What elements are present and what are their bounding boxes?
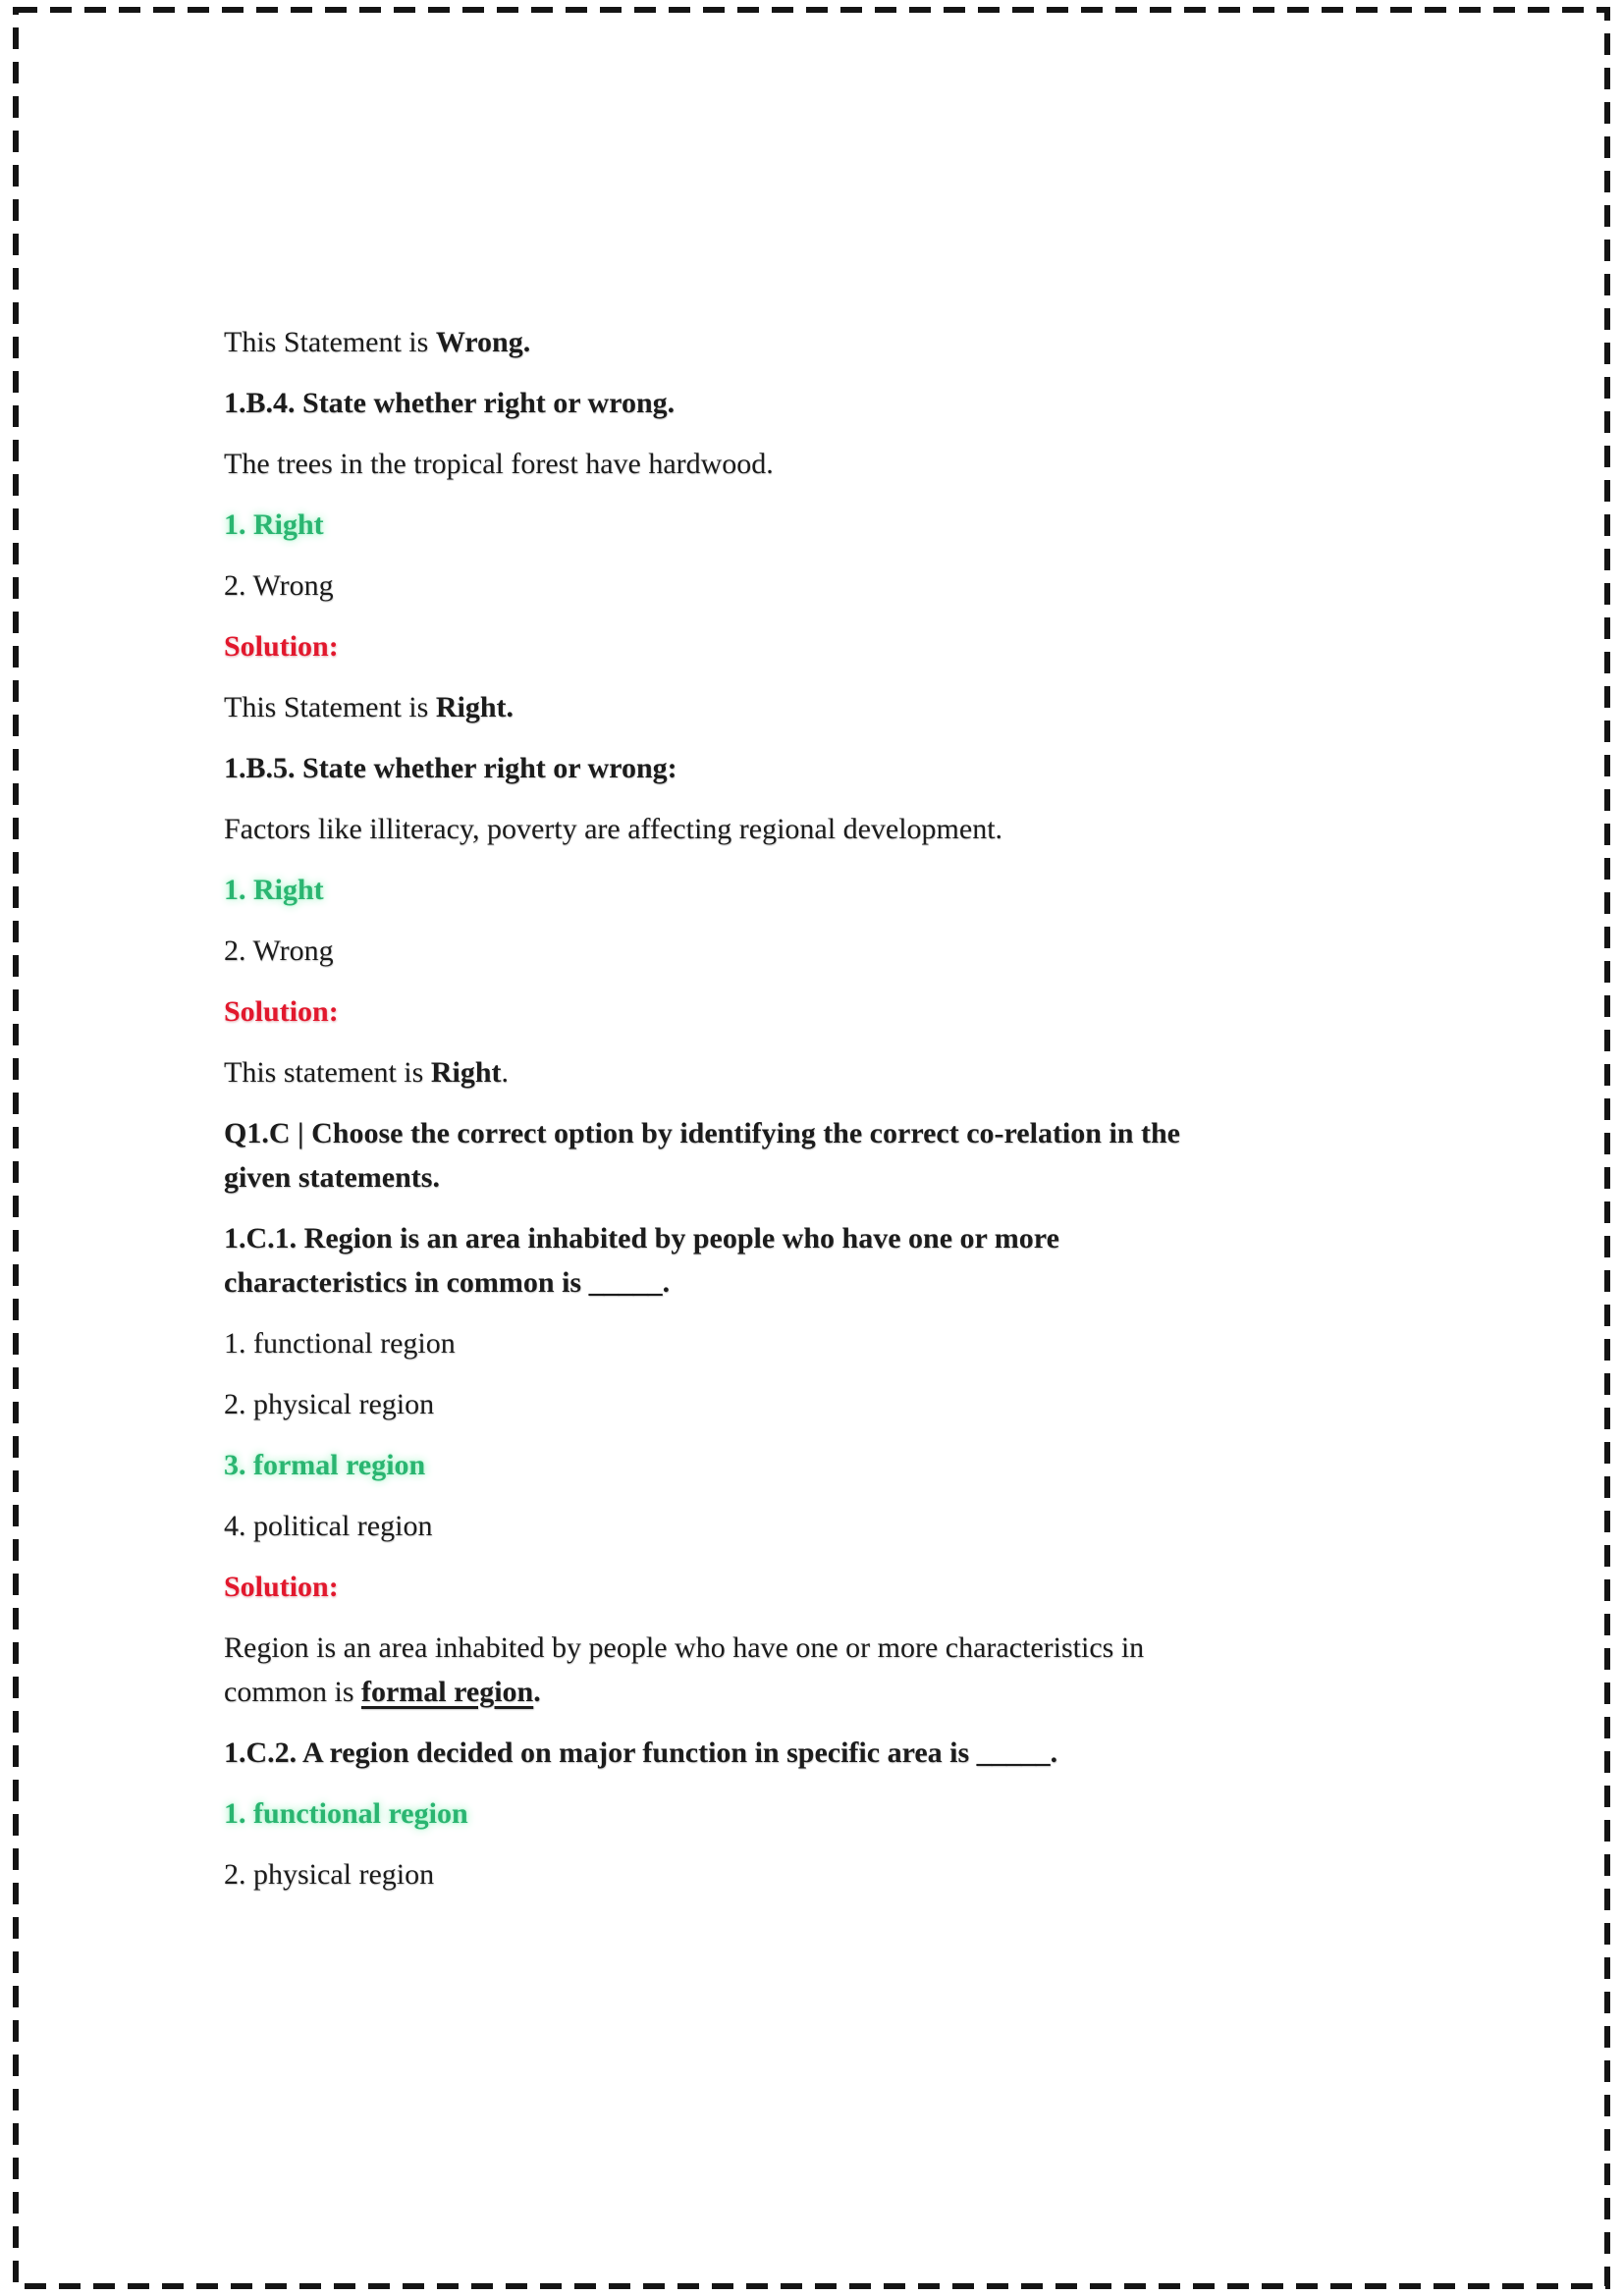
text-segment: Solution: bbox=[224, 995, 339, 1028]
text-segment: This Statement is bbox=[224, 326, 436, 358]
text-segment: common is bbox=[224, 1676, 361, 1708]
text-segment: 1.C.2. A region decided on major function in specific area is _____. bbox=[224, 1736, 1058, 1769]
question-heading-1c1 bbox=[224, 1216, 1441, 1305]
solution-label bbox=[224, 1565, 1441, 1609]
text-segment: This Statement is bbox=[224, 691, 436, 723]
question-statement bbox=[224, 442, 1441, 486]
solution-text bbox=[224, 1626, 1441, 1714]
section-heading-q1c bbox=[224, 1111, 1441, 1200]
text-segment: 2. Wrong bbox=[224, 569, 334, 602]
option bbox=[224, 1852, 1441, 1896]
text-segment: . bbox=[533, 1676, 541, 1708]
text-segment: 1. Right bbox=[224, 508, 324, 541]
document-content bbox=[224, 320, 1441, 1913]
text-segment: Factors like illiteracy, poverty are affecting regional development. bbox=[224, 813, 1003, 845]
text-segment: characteristics in common is _____. bbox=[224, 1266, 671, 1299]
text-segment: 1.C.1. Region is an area inhabited by people who have one or more bbox=[224, 1222, 1059, 1255]
option bbox=[224, 929, 1441, 973]
option bbox=[224, 563, 1441, 608]
text-segment: 1.B.4. State whether right or wrong. bbox=[224, 387, 676, 419]
text-segment: . bbox=[501, 1056, 509, 1089]
text-segment: Q1.C | Choose the correct option by identifying the correct co-relation in the bbox=[224, 1117, 1180, 1149]
text-segment: 1.B.5. State whether right or wrong: bbox=[224, 752, 677, 784]
option bbox=[224, 1321, 1441, 1365]
solution-label bbox=[224, 624, 1441, 668]
text-segment: 1. functional region bbox=[224, 1797, 468, 1830]
text-segment: 4. political region bbox=[224, 1510, 433, 1542]
text-segment: 2. physical region bbox=[224, 1388, 435, 1420]
text-segment: Wrong. bbox=[435, 326, 531, 358]
text-segment: 1. Right bbox=[224, 874, 324, 906]
text-segment: given statements. bbox=[224, 1161, 440, 1194]
option-correct bbox=[224, 1443, 1441, 1487]
question-heading-1b5 bbox=[224, 746, 1441, 790]
solution-label bbox=[224, 989, 1441, 1034]
statement-answer bbox=[224, 1050, 1441, 1095]
text-segment: Solution: bbox=[224, 630, 339, 663]
text-segment: Right. bbox=[435, 691, 514, 723]
text-segment: Right bbox=[430, 1056, 502, 1089]
option-correct bbox=[224, 503, 1441, 547]
option bbox=[224, 1504, 1441, 1548]
text-segment: 2. Wrong bbox=[224, 934, 334, 967]
statement-answer bbox=[224, 320, 1441, 364]
question-heading-1b4 bbox=[224, 381, 1441, 425]
text-segment: This statement is bbox=[224, 1056, 431, 1089]
option-correct bbox=[224, 1791, 1441, 1836]
text-segment: 2. physical region bbox=[224, 1858, 435, 1891]
text-segment: The trees in the tropical forest have hardwood. bbox=[224, 448, 774, 480]
text-segment: 1. functional region bbox=[224, 1327, 456, 1360]
text-segment: Solution: bbox=[224, 1571, 339, 1603]
question-heading-1c2 bbox=[224, 1731, 1441, 1775]
text-segment: Region is an area inhabited by people who have one or more characteristics in bbox=[224, 1631, 1145, 1664]
option-correct bbox=[224, 868, 1441, 912]
option bbox=[224, 1382, 1441, 1426]
question-statement bbox=[224, 807, 1441, 851]
statement-answer bbox=[224, 685, 1441, 729]
text-segment: formal region bbox=[361, 1676, 534, 1708]
text-segment: 3. formal region bbox=[224, 1449, 426, 1481]
